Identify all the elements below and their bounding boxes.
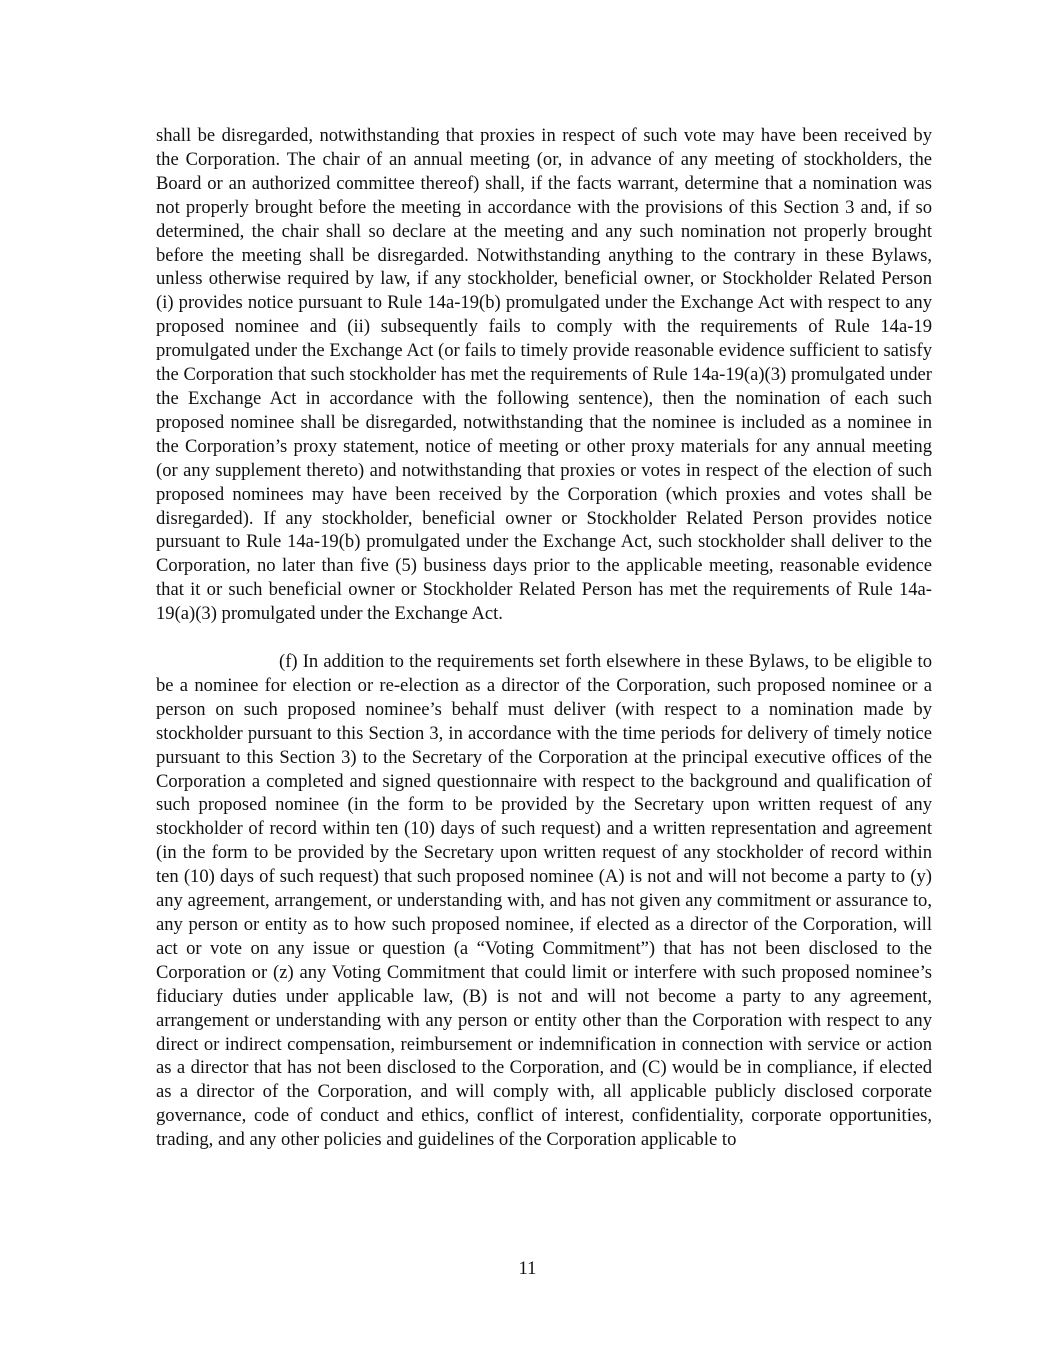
page-number: 11: [518, 1258, 537, 1279]
body-text: [156, 124, 932, 1152]
paragraph-continuation: shall be disregarded, notwithstanding that proxies in respect of such vote may have been received by the Corporation. The chair of an annual meeting (or, in advance of any meeting of stockholders, the Board or an authorized committee thereof) shall, if the facts warrant, determine that a nomination was not properly brought before the meeting in accordance with the provisions of this Section 3 and, if so determined, the chair shall so declare at the meeting and any such nomination not properly brought before the meeting shall be disregarded. Notwithstanding anything to the contrary in these Bylaws, unless otherwise required by law, if any stockholder, beneficial owner, or Stockholder Related Person (i) provides notice pursuant to Rule 14a-19(b) promulgated under the Exchange Act with respect to any proposed nominee and (ii) subsequently fails to comply with the requirements of Rule 14a-19 promulgated under the Exchange Act (or fails to timely provide reasonable evidence sufficient to satisfy the Corporation that such stockholder has met the requirements of Rule 14a-19(a)(3) promulgated under the Exchange Act in accordance with the following sentence), then the nomination of each such proposed nominee shall be disregarded, notwithstanding that the nominee is included as a nominee in the Corporation’s proxy statement, notice of meeting or other proxy materials for any annual meeting (or any supplement thereto) and notwithstanding that proxies or votes in respect of the election of such proposed nominees may have been received by the Corporation (which proxies and votes shall be disregarded). If any stockholder, beneficial owner or Stockholder Related Person provides notice pursuant to Rule 14a-19(b) promulgated under the Exchange Act, such stockholder shall deliver to the Corporation, no later than five (5) business days prior to the applicable meeting, reasonable evidence that it or such beneficial owner or Stockholder Related Person has met the requirements of Rule 14a-19(a)(3) promulgated under the Exchange Act.: [156, 125, 932, 625]
paragraph-section-f: (f) In addition to the requirements set forth elsewhere in these Bylaws, to be eligible to be a nominee for election or re-election as a director of the Corporation, such proposed nominee or a person on such proposed nominee’s behalf must deliver (with respect to a nomination made by stockholder pursuant to this Section 3, in accordance with the time periods for delivery of timely notice pursuant to this Section 3) to the Secretary of the Corporation at the principal executive offices of the Corporation a completed and signed questionnaire with respect to the background and qualification of such proposed nominee (in the form to be provided by the Secretary upon written request of any stockholder of record within ten (10) days of such request) and a written representation and agreement (in the form to be provided by the Secretary upon written request of any stockholder of record within ten (10) days of such request) that such proposed nominee (A) is not and will not become a party to (y) any agreement, arrangement, or understanding with, and has not given any commitment or assurance to, any person or entity as to how such proposed nominee, if elected as a director of the Corporation, will act or vote on any issue or question (a “Voting Commitment”) that has not been disclosed to the Corporation or (z) any Voting Commitment that could limit or interfere with such proposed nominee’s fiduciary duties under applicable law, (B) is not and will not become a party to any agreement, arrangement or understanding with any person or entity other than the Corporation with respect to any direct or indirect compensation, reimbursement or indemnification in connection with service or action as a director that has not been disclosed to the Corporation, and (C) would be in compliance, if elected as a director of the Corporation, and will comply with, all applicable publicly disclosed corporate governance, code of conduct and ethics, conflict of interest, confidentiality, corporate opportunities, trading, and any other policies and guidelines of the Corporation applicable to: [156, 651, 932, 1151]
